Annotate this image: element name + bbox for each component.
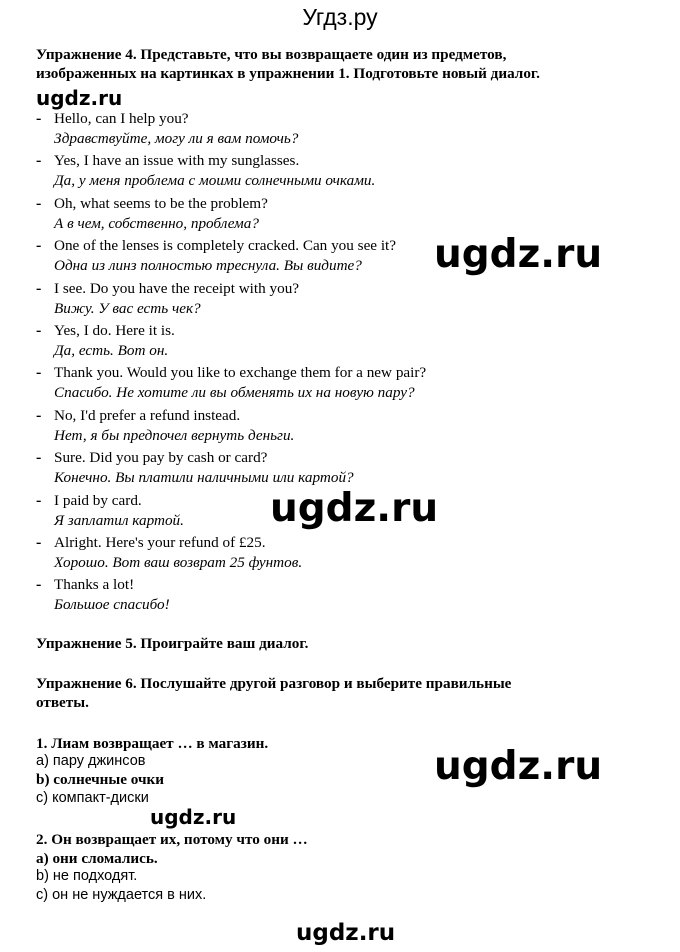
question-2: 2. Он возвращает их, потому что они … <box>36 831 308 848</box>
dialogue-english: No, I'd prefer a refund instead. <box>54 406 241 424</box>
site-header: Угдз.ру <box>302 4 378 30</box>
question-1-option-c: c) компакт-диски <box>36 790 149 806</box>
dialogue-russian: Здравствуйте, могу ли я вам помочь? <box>54 130 299 147</box>
question-1-option-a: a) пару джинсов <box>36 753 146 769</box>
dialogue-line <box>36 109 636 151</box>
dialogue-dash: - <box>36 449 42 467</box>
dialogue-line <box>36 575 636 617</box>
dialogue-dash: - <box>36 152 42 170</box>
dialogue-line <box>36 448 636 490</box>
dialogue-english: Yes, I do. Here it is. <box>54 321 175 339</box>
watermark: ugdz.ru <box>150 805 237 829</box>
dialogue-dash: - <box>36 533 42 551</box>
dialogue-russian: Одна из линз полностью треснула. Вы видите? <box>54 257 362 275</box>
question-2-option-a: a) они сломались. <box>36 850 158 867</box>
dialogue-russian: Вижу. У вас есть чек? <box>54 299 201 317</box>
exercise-6-title-line-2: ответы. <box>36 694 89 711</box>
dialogue-english: Alright. Here's your refund of £25. <box>54 533 266 551</box>
exercise-4-title <box>36 45 656 83</box>
exercise-4-title-line-1: Упражнение 4. Представьте, что вы возвращаете один из предметов, <box>36 46 507 63</box>
dialogue-line <box>36 363 636 405</box>
dialogue-dash: - <box>36 491 42 509</box>
dialogue <box>36 109 636 618</box>
dialogue-russian: А в чем, собственно, проблема? <box>54 214 259 232</box>
dialogue-english: Oh, what seems to be the problem? <box>54 194 268 212</box>
dialogue-line <box>36 321 636 363</box>
watermark: ugdz.ru <box>296 920 396 946</box>
dialogue-english: I see. Do you have the receipt with you? <box>54 279 300 297</box>
question-1-option-b: b) солнечные очки <box>36 771 165 788</box>
dialogue-english: Thank you. Would you like to exchange them for a new pair? <box>54 364 427 382</box>
dialogue-dash: - <box>36 364 42 382</box>
dialogue-line <box>36 194 636 236</box>
dialogue-russian: Конечно. Вы платили наличными или картой? <box>54 469 354 487</box>
dialogue-dash: - <box>36 576 42 594</box>
dialogue-english: Sure. Did you pay by cash or card? <box>54 449 268 467</box>
dialogue-dash: - <box>36 110 42 127</box>
dialogue-russian: Спасибо. Не хотите ли вы обменять их на новую пару? <box>54 384 415 402</box>
dialogue-dash: - <box>36 237 42 255</box>
watermark: ugdz.ru <box>434 744 603 789</box>
dialogue-russian: Я заплатил картой. <box>54 511 184 529</box>
dialogue-dash: - <box>36 194 42 212</box>
dialogue-english: I paid by card. <box>54 491 142 509</box>
exercise-6-title <box>36 674 656 712</box>
dialogue-line <box>36 279 636 321</box>
dialogue-english: Yes, I have an issue with my sunglasses. <box>54 152 300 170</box>
question-1: 1. Лиам возвращает … в магазин. <box>36 735 269 752</box>
question-2-option-c: c) он не нуждается в них. <box>36 887 207 903</box>
exercise-6-title-line-1: Упражнение 6. Послушайте другой разговор и выберите правильные <box>36 675 512 692</box>
watermark: ugdz.ru <box>36 86 123 110</box>
dialogue-english: Hello, can I help you? <box>54 110 189 127</box>
watermark: ugdz.ru <box>270 486 439 531</box>
dialogue-dash: - <box>36 406 42 424</box>
dialogue-russian: Нет, я бы предпочел вернуть деньги. <box>54 426 295 444</box>
dialogue-russian: Большое спасибо! <box>54 596 170 614</box>
dialogue-english: One of the lenses is completely cracked. Can you see it? <box>54 237 397 255</box>
question-2-option-b: b) не подходят. <box>36 868 138 884</box>
dialogue-russian: Хорошо. Вот ваш возврат 25 фунтов. <box>54 553 303 571</box>
watermark: ugdz.ru <box>434 232 603 277</box>
dialogue-dash: - <box>36 279 42 297</box>
dialogue-line <box>36 151 636 193</box>
dialogue-dash: - <box>36 321 42 339</box>
dialogue-russian: Да, есть. Вот он. <box>54 341 169 359</box>
dialogue-english: Thanks a lot! <box>54 576 135 594</box>
dialogue-line <box>36 406 636 448</box>
dialogue-russian: Да, у меня проблема с моими солнечными очками. <box>54 172 376 190</box>
dialogue-line <box>36 533 636 575</box>
exercise-5-title: Упражнение 5. Проиграйте ваш диалог. <box>36 635 309 652</box>
exercise-4-title-line-2: изображенных на картинках в упражнении 1. Подготовьте новый диалог. <box>36 65 540 82</box>
